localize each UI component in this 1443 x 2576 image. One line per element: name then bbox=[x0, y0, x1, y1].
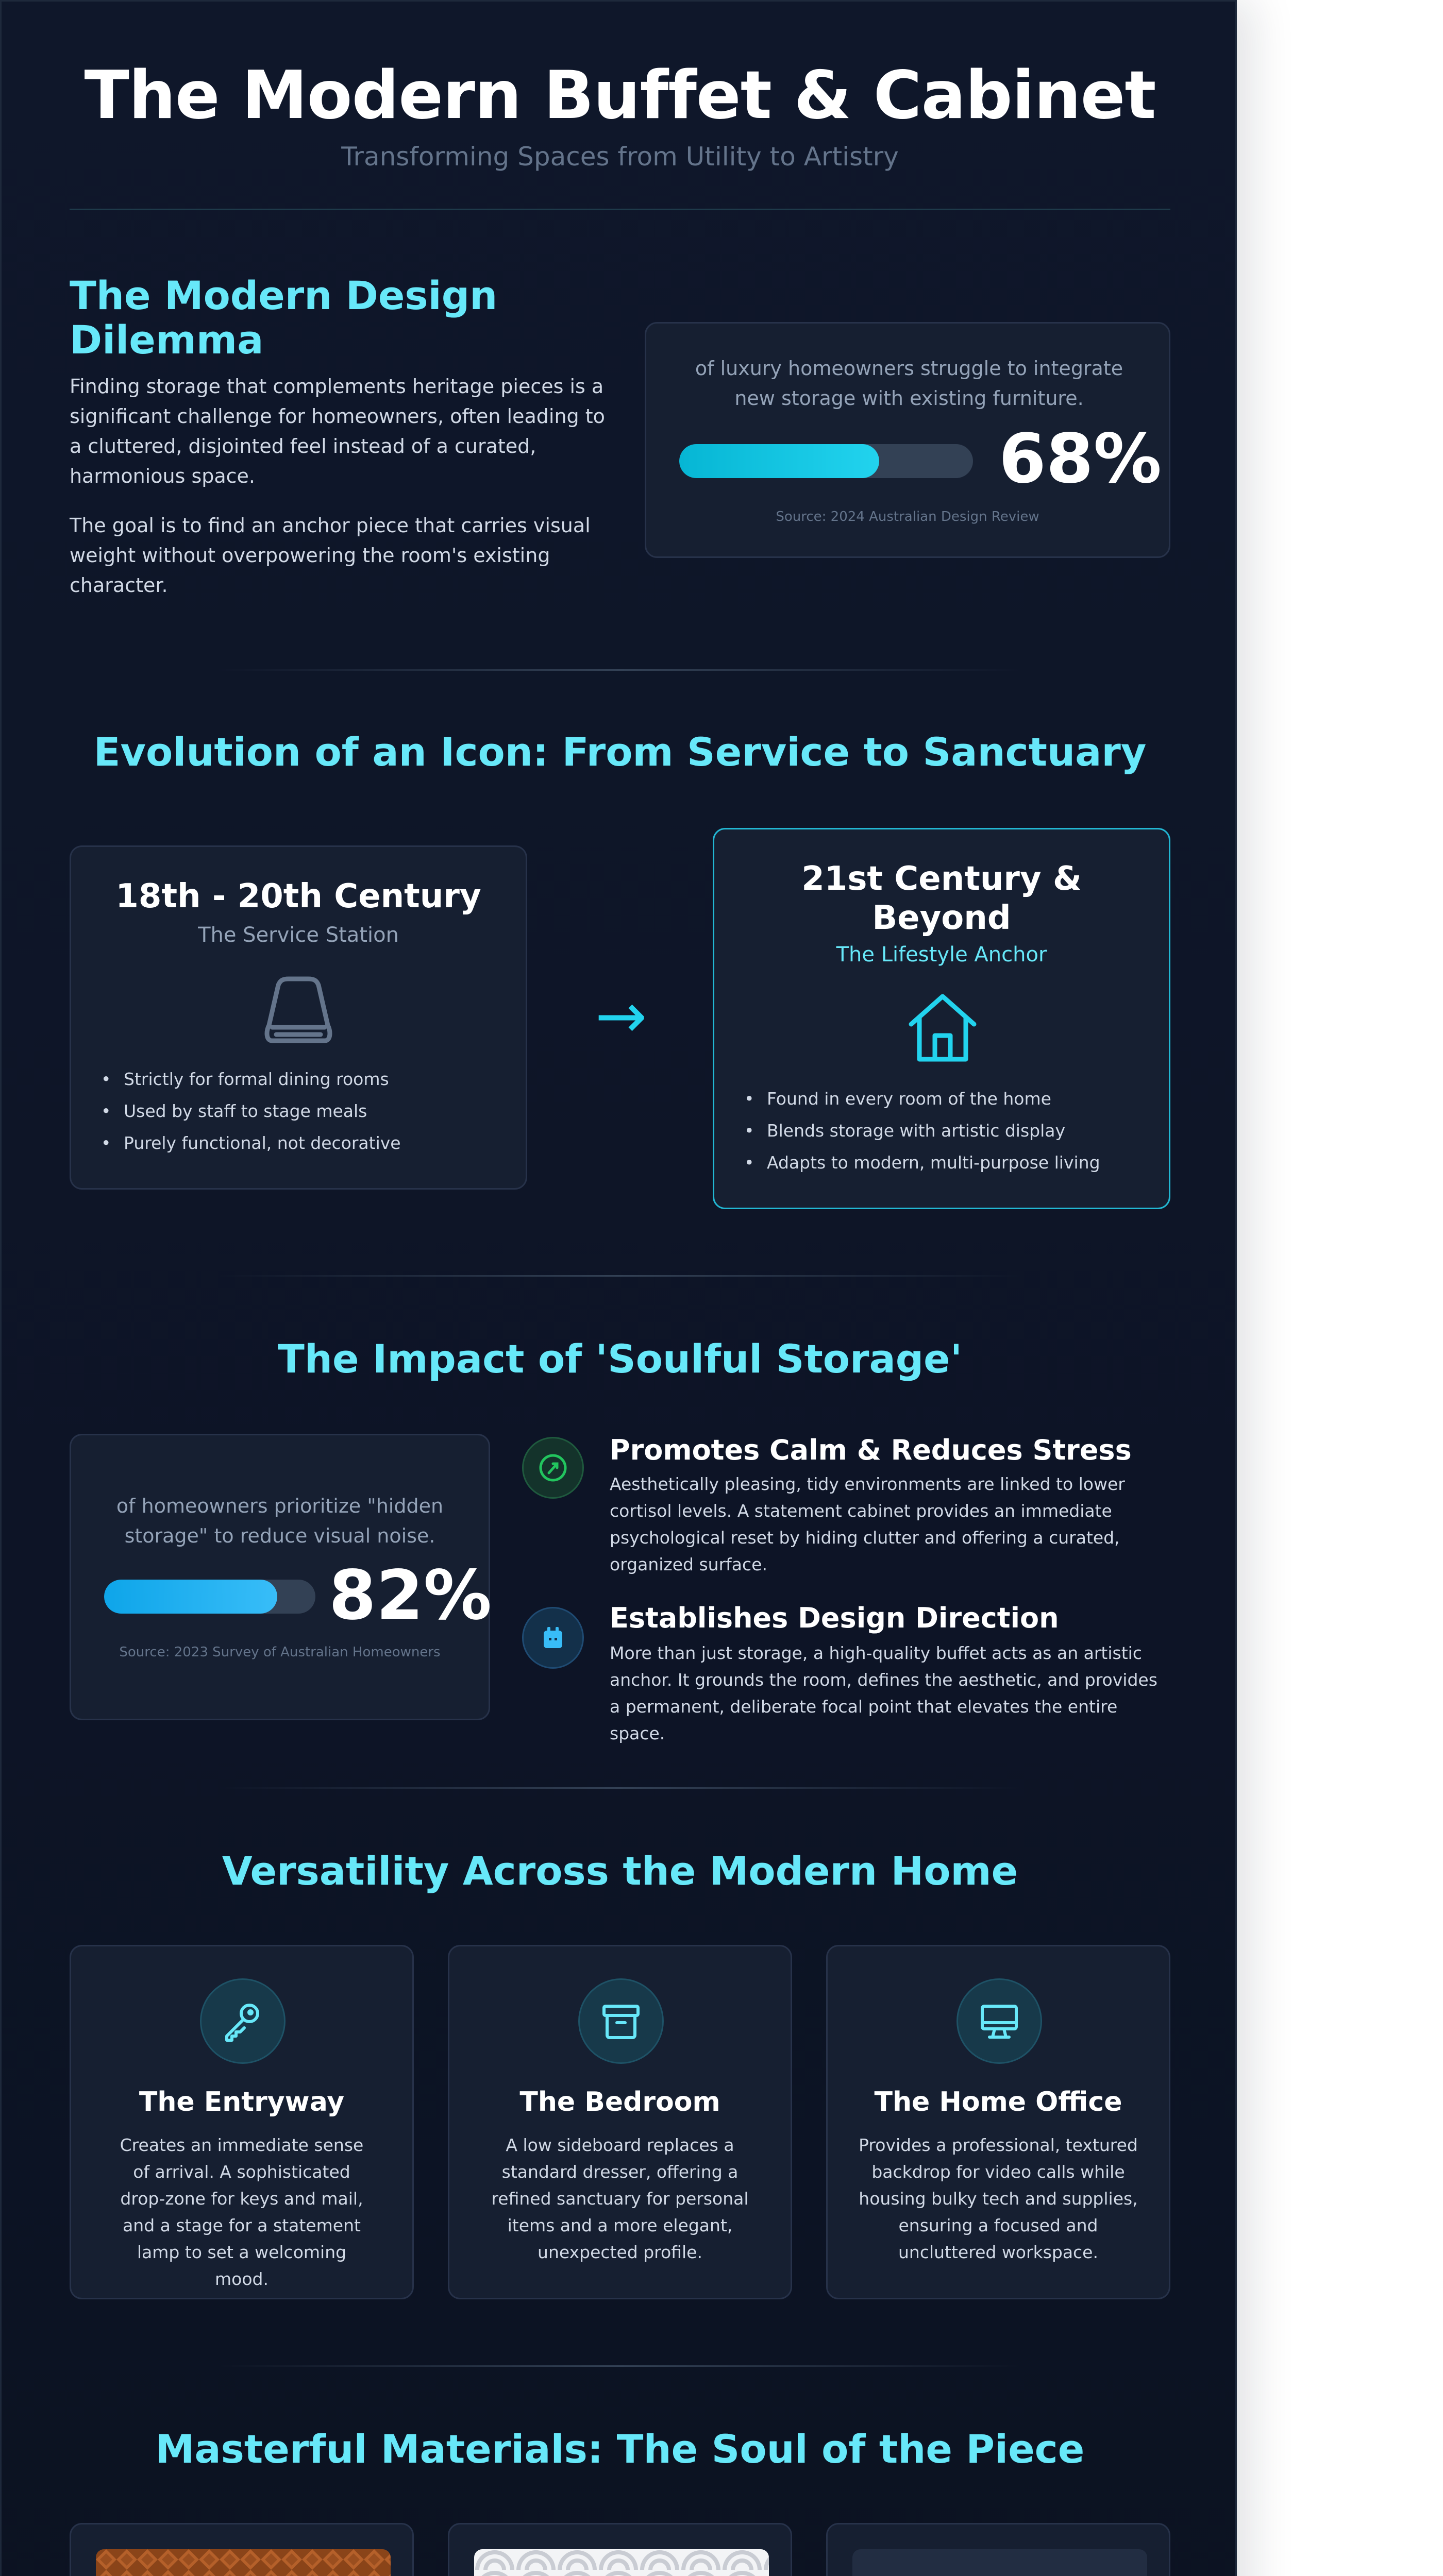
era-past-title: 18th - 20th Century bbox=[115, 877, 481, 916]
key-icon bbox=[200, 1978, 286, 2064]
era-card-present bbox=[713, 828, 1170, 1209]
feature-text: Aesthetically pleasing, tidy environments are linked to lower cortisol levels. A statement cabinet provides an immediate psychological reset by hiding clutter and offering a curated, organized surface. bbox=[610, 1474, 1125, 1574]
material-card-finishes bbox=[826, 2523, 1170, 2576]
impact-stat-caption: of homeowners prioritize "hidden storage" to reduce visual noise. bbox=[116, 1495, 444, 1547]
materials-title: Masterful Materials: The Soul of the Piece bbox=[155, 2426, 1085, 2472]
era-past-list bbox=[101, 1063, 513, 1159]
versatility-title: Versatility Across the Modern Home bbox=[222, 1848, 1018, 1894]
era-present-subtitle: The Lifestyle Anchor bbox=[836, 943, 1047, 967]
room-card-bedroom bbox=[448, 1945, 792, 2299]
gauge-icon bbox=[522, 1437, 584, 1499]
room-title: The Entryway bbox=[139, 2087, 345, 2117]
dilemma-stat-source: Source: 2024 Australian Design Review bbox=[776, 509, 1039, 524]
room-title: The Home Office bbox=[874, 2087, 1122, 2117]
section-divider bbox=[218, 2365, 1022, 2367]
evolution-arrow: → bbox=[595, 980, 647, 1052]
timber-pattern bbox=[96, 2549, 391, 2576]
era-present-title: 21st Century & Beyond bbox=[801, 860, 1082, 937]
monitor-icon bbox=[957, 1978, 1042, 2064]
feature-title: Promotes Calm & Reduces Stress bbox=[610, 1434, 1132, 1466]
dilemma-paragraph-1: Finding storage that complements heritage pieces is a significant challenge for homeowners, often leading to a cluttered, disjointed feel instead of a curated, harmonious space. bbox=[70, 375, 605, 487]
era-past-subtitle: The Service Station bbox=[198, 923, 399, 947]
era-past-item: • Purely functional, not decorative bbox=[101, 1127, 513, 1159]
calendar-icon bbox=[522, 1607, 584, 1669]
stone-pattern bbox=[474, 2549, 769, 2576]
dilemma-progress-fill bbox=[679, 444, 879, 478]
era-present-item: • Found in every room of the home bbox=[744, 1083, 1156, 1115]
era-present-item: • Blends storage with artistic display bbox=[744, 1115, 1156, 1147]
room-text: A low sideboard replaces a standard dresser, offering a refined sanctuary for personal items and a more elegant, unexpected profile. bbox=[491, 2135, 749, 2262]
section-divider bbox=[218, 1787, 1022, 1789]
dilemma-stat-card bbox=[645, 322, 1170, 558]
dilemma-title: The Modern Design Dilemma bbox=[70, 273, 498, 363]
house-icon bbox=[905, 990, 980, 1065]
era-past-item: • Strictly for formal dining rooms bbox=[101, 1063, 513, 1095]
impact-progress-bar bbox=[104, 1580, 315, 1614]
impact-stat-source: Source: 2023 Survey of Australian Homeowners bbox=[119, 1645, 441, 1660]
room-text: Creates an immediate sense of arrival. A sophisticated drop-zone for keys and mail, and a stage for a statement lamp to set a welcoming mood. bbox=[120, 2135, 364, 2289]
section-divider bbox=[218, 1275, 1022, 1277]
archive-box-icon bbox=[578, 1978, 664, 2064]
era-past-item: • Used by staff to stage meals bbox=[101, 1095, 513, 1127]
era-present-list bbox=[744, 1083, 1156, 1179]
finishes-stat-panel bbox=[852, 2549, 1147, 2576]
material-card-stone bbox=[448, 2523, 792, 2576]
era-card-past bbox=[70, 845, 527, 1190]
era-present-item: • Adapts to modern, multi-purpose living bbox=[744, 1147, 1156, 1179]
feature-title: Establishes Design Direction bbox=[610, 1602, 1059, 1634]
material-card-timber bbox=[70, 2523, 414, 2576]
room-card-office bbox=[826, 1945, 1170, 2299]
impact-stat-value: 82% bbox=[329, 1556, 492, 1635]
header-divider bbox=[70, 209, 1170, 210]
dilemma-stat-value: 68% bbox=[999, 419, 1162, 499]
section-divider bbox=[218, 669, 1022, 671]
dilemma-stat-caption: of luxury homeowners struggle to integrate new storage with existing furniture. bbox=[695, 357, 1123, 410]
impact-stat-card bbox=[70, 1434, 490, 1720]
feature-text: More than just storage, a high-quality buffet acts as an artistic anchor. It grounds the room, defines the aesthetic, and provides a permanent, deliberate focal point that elevates the entire space. bbox=[610, 1643, 1157, 1743]
evolution-title: Evolution of an Icon: From Service to Sanctuary bbox=[93, 729, 1147, 775]
impact-progress-fill bbox=[104, 1580, 277, 1614]
room-card-entryway bbox=[70, 1945, 414, 2299]
dilemma-progress-bar bbox=[679, 444, 973, 478]
page-title: The Modern Buffet & Cabinet bbox=[84, 57, 1156, 134]
dilemma-paragraph-2: The goal is to find an anchor piece that carries visual weight without overpowering the room's existing character. bbox=[70, 514, 591, 597]
impact-title: The Impact of 'Soulful Storage' bbox=[278, 1336, 962, 1382]
tray-icon bbox=[261, 974, 336, 1049]
room-title: The Bedroom bbox=[519, 2087, 720, 2117]
page-subtitle: Transforming Spaces from Utility to Artistry bbox=[341, 142, 899, 172]
room-text: Provides a professional, textured backdrop for video calls while housing bulky tech and supplies, ensuring a focused and uncluttered workspace. bbox=[859, 2135, 1138, 2262]
